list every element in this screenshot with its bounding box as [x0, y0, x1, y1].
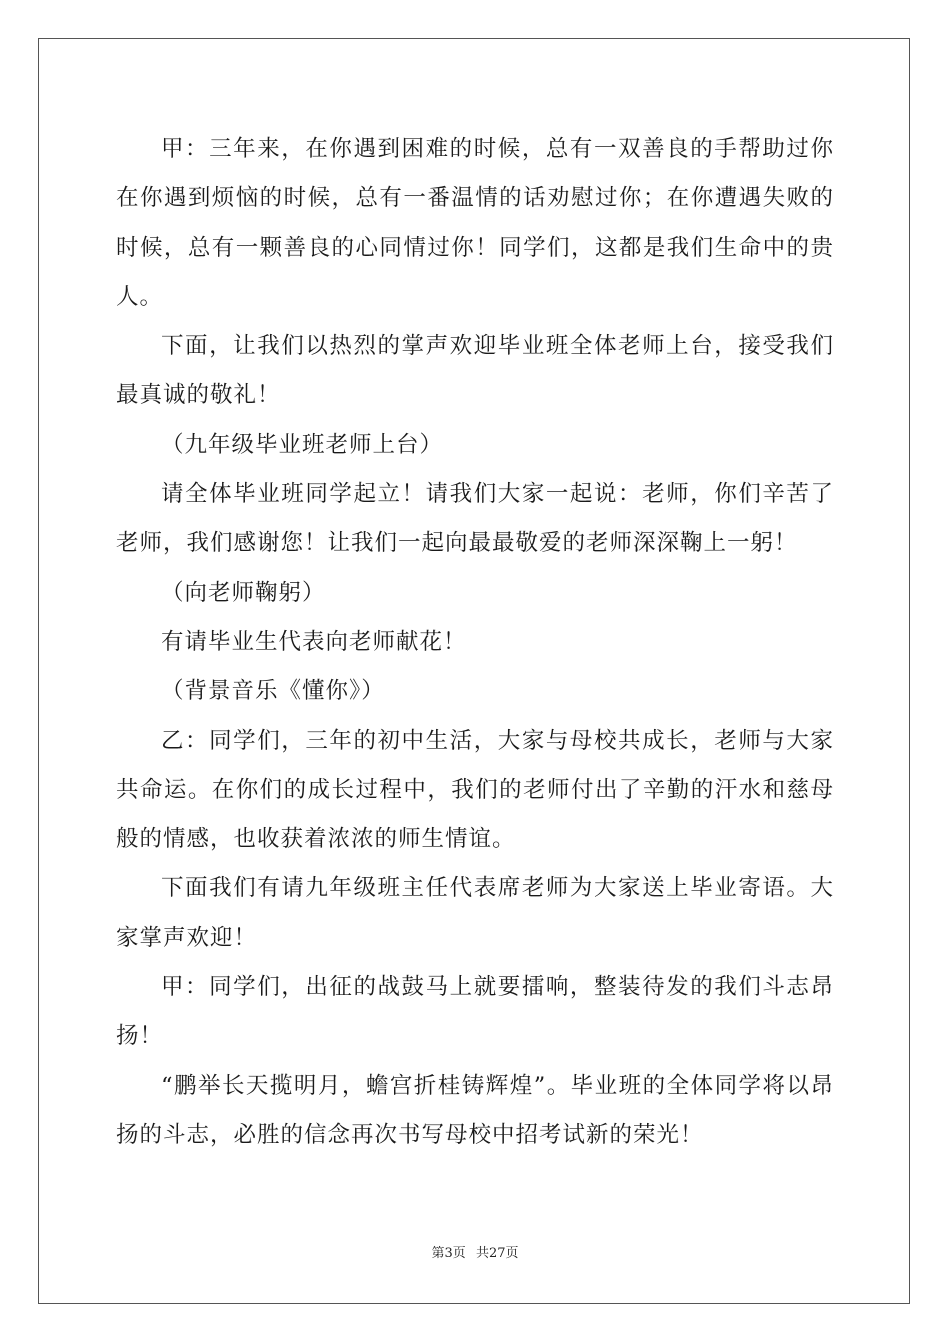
paragraph: 请全体毕业班同学起立！请我们大家一起说：老师，你们辛苦了老师，我们感谢您！让我们一起向最最敬爱的老师深深鞠上一躬！ [116, 481, 834, 557]
document-body [116, 125, 834, 1160]
paragraph: 乙：同学们，三年的初中生活，大家与母校共成长，老师与大家共命运。在你们的成长过程中，我们的老师付出了辛勤的汗水和慈母般的情感，也收获着浓浓的师生情谊。 [116, 727, 834, 853]
paragraph: （九年级毕业班老师上台） [161, 431, 444, 458]
paragraph: 下面我们有请九年级班主任代表席老师为大家送上毕业寄语。大家掌声欢迎！ [116, 875, 834, 951]
paragraph: “鹏举长天揽明月，蟾宫折桂铸辉煌”。毕业班的全体同学将以昂扬的斗志，必胜的信念再次书写母校中招考试新的荣光！ [116, 1072, 834, 1148]
paragraph: 下面，让我们以热烈的掌声欢迎毕业班全体老师上台，接受我们最真诚的敬礼！ [116, 333, 834, 409]
page-total: 共27页 [475, 1246, 519, 1261]
page-number: 第3页 [431, 1246, 466, 1261]
paragraph: 甲：同学们，出征的战鼓马上就要擂响，整装待发的我们斗志昂扬！ [116, 974, 834, 1050]
paragraph: （向老师鞠躬） [161, 579, 326, 606]
paragraph: 甲：三年来，在你遇到困难的时候，总有一双善良的手帮助过你在你遇到烦恼的时候，总有一番温情的话劝慰过你；在你遭遇失败的时候，总有一颗善良的心同情过你！同学们，这都是我们生命中的贵人。 [116, 136, 834, 310]
paragraph: （背景音乐《懂你》） [161, 678, 385, 705]
paragraph: 有请毕业生代表向老师献花！ [161, 628, 467, 655]
page-footer [0, 1245, 950, 1263]
